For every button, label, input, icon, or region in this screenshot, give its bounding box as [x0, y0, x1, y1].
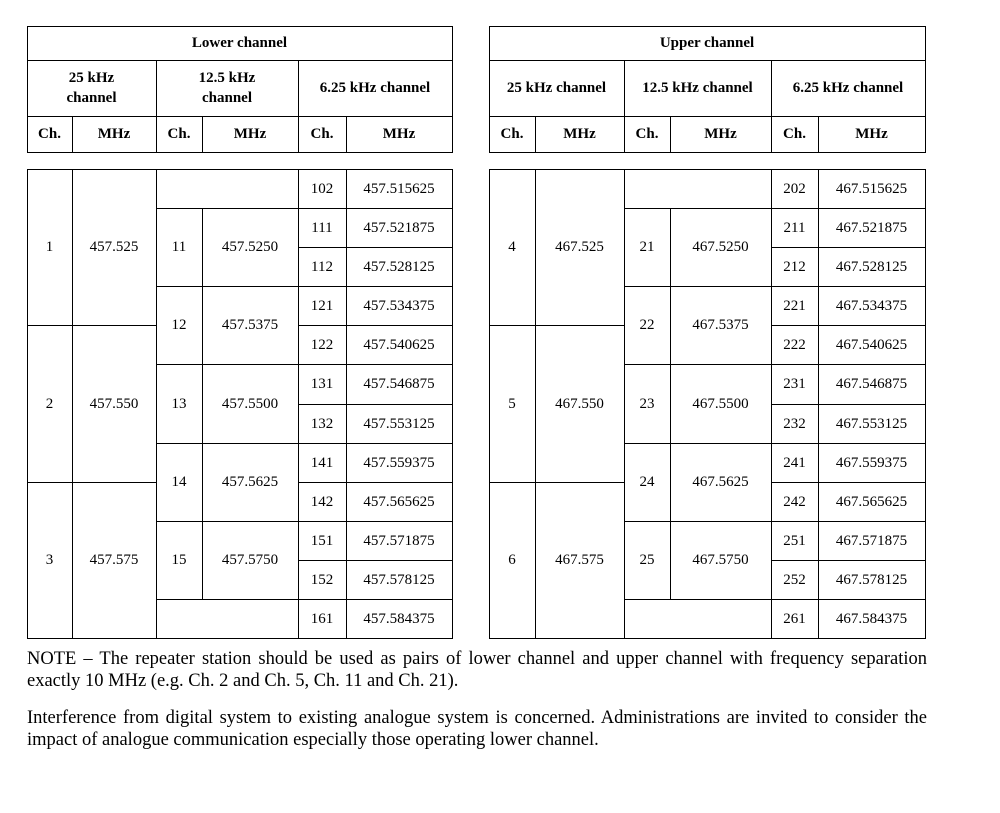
table-rule: [489, 325, 625, 326]
interference-paragraph: Interference from digital system to existing analogue system is concerned. Administrations are invited to consider the impact of analogue communication especially those operating lower channel.: [27, 708, 927, 750]
table-rule: [771, 482, 926, 483]
upper-6-25khz-frequency: 467.559375: [835, 454, 908, 471]
lower-12-5khz-channel-number: 11: [171, 239, 187, 255]
upper-6-25khz-channel-number: 261: [783, 610, 806, 627]
table-rule: [624, 208, 772, 209]
lower-6-25khz-channel-number: 152: [310, 571, 334, 588]
table-rule: [27, 325, 157, 326]
upper-ch-column-header: Ch.: [783, 126, 806, 142]
upper-6-25khz-frequency: 467.540625: [835, 336, 908, 353]
table-rule: [298, 325, 453, 326]
upper-6-25khz-channel-number: 221: [783, 297, 806, 314]
lower-6-25khz-frequency: 457.515625: [363, 180, 435, 197]
lower-6-25khz-frequency: 457.571875: [363, 532, 435, 549]
upper-6-25khz-frequency: 467.515625: [835, 180, 908, 197]
table-rule: [489, 169, 926, 170]
table-rule: [925, 26, 926, 153]
lower-6-25khz-channel-number: 141: [310, 454, 334, 471]
lower-25khz-channel-number: 2: [45, 395, 54, 412]
table-rule: [771, 208, 926, 209]
upper-6-25khz-channel-number: 252: [783, 571, 806, 588]
upper-6-25khz-frequency: 467.521875: [835, 219, 908, 236]
table-rule: [489, 638, 926, 639]
upper-6-25khz-frequency: 467.534375: [835, 297, 908, 314]
lower-6-25khz-channel-number: 102: [310, 180, 334, 197]
table-rule: [771, 560, 926, 561]
upper-6-25khz-heading: 6.25 kHz channel: [792, 80, 904, 96]
lower-12-5khz-channel-number: 14: [171, 474, 187, 490]
upper-12-5khz-frequency: 467.5375: [692, 317, 749, 333]
table-rule: [27, 60, 453, 61]
lower-25khz-frequency: 457.525: [89, 239, 139, 255]
lower-6-25khz-frequency: 457.521875: [363, 219, 435, 236]
upper-12-5khz-heading: 12.5 kHz channel: [642, 80, 753, 96]
table-rule: [27, 116, 453, 117]
upper-25khz-frequency: 467.575: [555, 552, 604, 568]
upper-6-25khz-channel-number: 242: [783, 493, 806, 510]
lower-6-25khz-frequency: 457.546875: [363, 376, 435, 392]
table-rule: [27, 169, 453, 170]
table-rule: [771, 325, 926, 326]
table-rule: [27, 26, 453, 27]
table-rule: [27, 152, 453, 153]
table-rule: [489, 60, 926, 61]
lower-25khz-channel-number: 3: [45, 552, 54, 568]
upper-12-5khz-channel-number: 24: [639, 474, 655, 490]
lower-ch-column-header: Ch.: [38, 126, 61, 142]
lower-6-25khz-channel-number: 111: [311, 219, 333, 236]
upper-6-25khz-frequency: 467.553125: [835, 415, 908, 432]
lower-6-25khz-channel-number: 122: [310, 336, 334, 353]
upper-25khz-frequency: 467.525: [555, 239, 604, 255]
table-rule: [156, 364, 299, 365]
upper-6-25khz-channel-number: 241: [783, 454, 806, 471]
table-rule: [156, 208, 299, 209]
lower-mhz-column-header: MHz: [97, 126, 131, 142]
lower-6-25khz-frequency: 457.584375: [363, 610, 435, 627]
note-text: NOTE – The repeater station should be used as pairs of lower channel and upper channel with frequency separation exactly 10 MHz (e.g. Ch. 2 and Ch. 5, Ch. 11 and Ch. 21).: [27, 649, 927, 691]
lower-12-5khz-channel-number: 12: [171, 317, 187, 333]
lower-12-5khz-heading: 12.5 kHz channel: [198, 70, 256, 106]
lower-12-5khz-channel-number: 13: [171, 395, 187, 412]
upper-mhz-column-header: MHz: [563, 126, 596, 142]
table-rule: [156, 521, 299, 522]
upper-6-25khz-channel-number: 232: [783, 415, 806, 432]
lower-6-25khz-channel-number: 112: [311, 258, 333, 275]
table-rule: [489, 116, 926, 117]
upper-12-5khz-channel-number: 23: [639, 395, 655, 412]
upper-12-5khz-channel-number: 21: [639, 239, 655, 255]
table-rule: [771, 599, 926, 600]
upper-25khz-heading: 25 kHz channel: [506, 80, 607, 96]
table-rule: [298, 482, 453, 483]
lower-6-25khz-channel-number: 132: [310, 415, 334, 432]
upper-12-5khz-channel-number: 22: [639, 317, 655, 333]
table-rule: [771, 521, 926, 522]
table-rule: [771, 247, 926, 248]
upper-12-5khz-frequency: 467.5250: [692, 239, 749, 255]
lower-ch-column-header: Ch.: [167, 126, 191, 142]
upper-6-25khz-channel-number: 211: [783, 219, 806, 236]
table-rule: [156, 599, 299, 600]
upper-mhz-column-header: MHz: [704, 126, 737, 142]
lower-ch-column-header: Ch.: [310, 126, 334, 142]
lower-6-25khz-frequency: 457.578125: [363, 571, 435, 588]
upper-ch-column-header: Ch.: [500, 126, 524, 142]
lower-6-25khz-channel-number: 161: [310, 610, 334, 627]
lower-mhz-column-header: MHz: [233, 126, 267, 142]
lower-25khz-frequency: 457.575: [89, 552, 139, 568]
lower-6-25khz-frequency: 457.565625: [363, 493, 435, 510]
table-rule: [298, 443, 453, 444]
lower-channel-title: Lower channel: [191, 35, 288, 51]
lower-6-25khz-channel-number: 151: [310, 532, 334, 549]
table-rule: [771, 443, 926, 444]
upper-ch-column-header: Ch.: [635, 126, 659, 142]
table-rule: [298, 521, 453, 522]
table-rule: [298, 599, 453, 600]
upper-6-25khz-channel-number: 231: [783, 376, 806, 392]
table-rule: [624, 599, 772, 600]
table-rule: [156, 443, 299, 444]
upper-6-25khz-channel-number: 222: [783, 336, 806, 353]
table-rule: [298, 247, 453, 248]
table-rule: [771, 286, 926, 287]
lower-6-25khz-frequency: 457.540625: [363, 336, 435, 353]
upper-6-25khz-channel-number: 251: [783, 532, 806, 549]
table-rule: [298, 404, 453, 405]
lower-mhz-column-header: MHz: [382, 126, 416, 142]
lower-6-25khz-channel-number: 142: [310, 493, 334, 510]
table-rule: [624, 443, 772, 444]
lower-6-25khz-channel-number: 131: [310, 376, 334, 392]
lower-25khz-channel-number: 1: [45, 239, 54, 255]
upper-12-5khz-frequency: 467.5625: [692, 474, 749, 490]
lower-12-5khz-frequency: 457.5500: [221, 395, 279, 412]
table-rule: [489, 26, 926, 27]
table-rule: [489, 152, 926, 153]
lower-6-25khz-heading: 6.25 kHz channel: [319, 80, 431, 96]
upper-6-25khz-channel-number: 212: [783, 258, 806, 275]
lower-12-5khz-frequency: 457.5625: [221, 474, 279, 490]
lower-12-5khz-channel-number: 15: [171, 552, 187, 568]
upper-25khz-frequency: 467.550: [555, 395, 604, 412]
table-rule: [452, 26, 453, 153]
lower-6-25khz-frequency: 457.528125: [363, 258, 435, 275]
upper-6-25khz-frequency: 467.571875: [835, 532, 908, 549]
upper-25khz-channel-number: 5: [508, 395, 516, 412]
table-rule: [298, 560, 453, 561]
upper-12-5khz-frequency: 467.5750: [692, 552, 749, 568]
table-rule: [298, 208, 453, 209]
upper-25khz-channel-number: 4: [508, 239, 516, 255]
upper-6-25khz-frequency: 467.528125: [835, 258, 908, 275]
upper-12-5khz-frequency: 467.5500: [692, 395, 749, 412]
lower-6-25khz-frequency: 457.534375: [363, 297, 435, 314]
table-rule: [27, 638, 453, 639]
upper-25khz-channel-number: 6: [508, 552, 516, 568]
table-rule: [27, 482, 157, 483]
table-rule: [624, 364, 772, 365]
table-rule: [624, 286, 772, 287]
upper-channel-title: Upper channel: [659, 35, 755, 51]
table-rule: [771, 404, 926, 405]
lower-12-5khz-frequency: 457.5250: [221, 239, 279, 255]
table-rule: [489, 482, 625, 483]
upper-6-25khz-frequency: 467.565625: [835, 493, 908, 510]
lower-12-5khz-frequency: 457.5375: [221, 317, 279, 333]
upper-6-25khz-frequency: 467.584375: [835, 610, 908, 627]
lower-6-25khz-channel-number: 121: [310, 297, 334, 314]
upper-12-5khz-channel-number: 25: [639, 552, 655, 568]
table-rule: [624, 521, 772, 522]
lower-25khz-frequency: 457.550: [89, 395, 139, 412]
upper-6-25khz-channel-number: 202: [783, 180, 806, 197]
lower-12-5khz-frequency: 457.5750: [221, 552, 279, 568]
upper-mhz-column-header: MHz: [855, 126, 888, 142]
table-rule: [298, 364, 453, 365]
lower-6-25khz-frequency: 457.553125: [363, 415, 435, 432]
lower-25khz-heading: 25 kHz channel: [66, 70, 117, 106]
table-rule: [298, 286, 453, 287]
lower-6-25khz-frequency: 457.559375: [363, 454, 435, 471]
table-rule: [156, 286, 299, 287]
upper-6-25khz-frequency: 467.578125: [835, 571, 908, 588]
upper-6-25khz-frequency: 467.546875: [835, 376, 908, 392]
table-rule: [771, 364, 926, 365]
